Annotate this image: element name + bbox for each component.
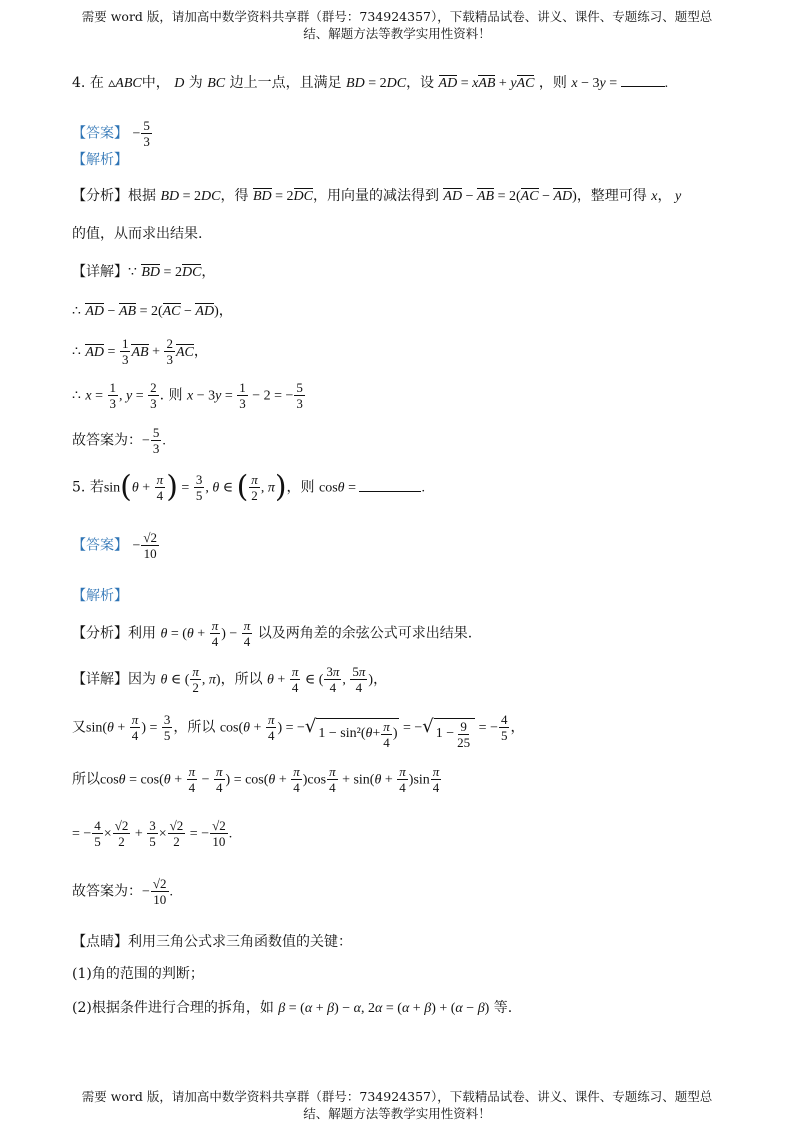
- q5-answer-fraction: $\frac{√2}{10}$: [143, 530, 157, 561]
- footer-line-1: 需要 word 版，请加高中数学资料共享群（群号：734924357），下载精品试卷、讲义、课件、专题练习、题型总: [81, 1089, 713, 1104]
- page-header: [60, 8, 734, 42]
- q5-detail-step-2: 又sin(θ + $\frac{\pi}{4}$ ) = $\frac{3}{5}$ ，所以 cos(θ + $\frac{\pi}{4}$ ) = − √ 1 − sin²( θ + $\frac{\pi}{4}$ ) = − √ 1 − $\frac{9}{25}$ = − $\frac{4}{5}$ ，: [72, 712, 525, 750]
- q4-question: 4. 在 ▵ABC中， D 为 BC 边上一点，且满足 BD = 2DC，设 AD = xAB + yAC ，则 x − 3y = .: [72, 72, 668, 94]
- answer-tag: 【答案】: [72, 537, 128, 554]
- q5-question: 5. 若sin(θ + $\frac{\pi}{4}$ ) = $\frac{3}{5}$ , θ ∈ ( $\frac{\pi}{2}$ , π)，则 cosθ = .: [72, 469, 425, 505]
- q4-answer-fraction: $\frac{5}{3}$: [143, 118, 150, 149]
- q5-dianjing: 【点睛】利用三角公式求三角函数值的关键：: [72, 934, 352, 950]
- header-line-2: 结、解题方法等教学实用性资料！: [303, 26, 491, 41]
- q4-analysis-tag: 【解析】: [72, 152, 128, 168]
- q5-answer: 【答案】 − $\frac{√2}{10}$: [72, 530, 157, 561]
- q4-fenxi: 【分析】根据 BD = 2DC，得 BD = 2DC，用向量的减法得到 AD − AB = 2(AC − AD)，整理可得 x， y: [72, 188, 682, 204]
- answer-tag: 【答案】: [72, 125, 128, 142]
- q4-number: 4.: [72, 75, 86, 91]
- q5-answer-blank: [359, 477, 421, 492]
- q5-number: 5.: [72, 479, 86, 496]
- q5-detail-step-1: 【详解】因为 θ ∈ ( $\frac{\pi}{2}$ , π)，所以 θ + $\frac{\pi}{4}$ ∈ ( $\frac{3\pi}{4}$ , $\frac{5\pi}{4}$ )，: [72, 664, 388, 695]
- q4-final-answer: 故答案为：− $\frac{5}{3}$ .: [72, 425, 166, 456]
- footer-line-2: 结、解题方法等教学实用性资料！: [303, 1106, 491, 1121]
- q5-point-1: (1)角的范围的判断；: [72, 966, 204, 982]
- q4-answer-blank: [621, 72, 665, 87]
- q4-fenxi-cont: 的值，从而求出结果.: [72, 226, 203, 242]
- q4-detail-step-4: ∴ x = $\frac{1}{3}$ , y = $\frac{2}{3}$ . 则 x − 3y = $\frac{1}{3}$ − 2 = − $\frac{5}{3}$: [72, 380, 303, 411]
- q5-detail-step-3: 所以cosθ = cos(θ + $\frac{\pi}{4}$ − $\frac{\pi}{4}$ ) = cos(θ + $\frac{\pi}{4}$ )cos $\frac{\pi}{4}$ + sin(θ + $\frac{\pi}{4}$ )sin $\frac{\pi}{4}$: [72, 764, 440, 795]
- q5-analysis-tag: 【解析】: [72, 588, 128, 604]
- page-footer: [60, 1088, 734, 1122]
- header-line-1: 需要 word 版，请加高中数学资料共享群（群号：734924357），下载精品试卷、讲义、课件、专题练习、题型总: [81, 9, 713, 24]
- q5-fenxi: 【分析】利用 θ = (θ + $\frac{\pi}{4}$ ) − $\frac{\pi}{4}$ 以及两角差的余弦公式可求出结果.: [72, 618, 473, 649]
- q4-detail-step-3: ∴ AD = $\frac{1}{3}$ AB + $\frac{2}{3}$ AC，: [72, 336, 208, 367]
- q5-detail-step-4: = − $\frac{4}{5}$ × $\frac{√2}{2}$ + $\frac{3}{5}$ × $\frac{√2}{2}$ = − $\frac{√2}{10}$ .: [72, 818, 233, 849]
- q5-final-answer: 故答案为：− $\frac{√2}{10}$ .: [72, 876, 174, 907]
- q4-detail-step-2: ∴ AD − AB = 2(AC − AD)，: [72, 304, 233, 319]
- q4-answer: 【答案】 − $\frac{5}{3}$: [72, 118, 150, 149]
- q4-detail-step-1: 【详解】∵ BD = 2DC，: [72, 264, 216, 280]
- q5-point-2: (2)根据条件进行合理的拆角，如 β = (α + β) − α, 2α = (α + β) + (α − β) 等.: [72, 1000, 513, 1016]
